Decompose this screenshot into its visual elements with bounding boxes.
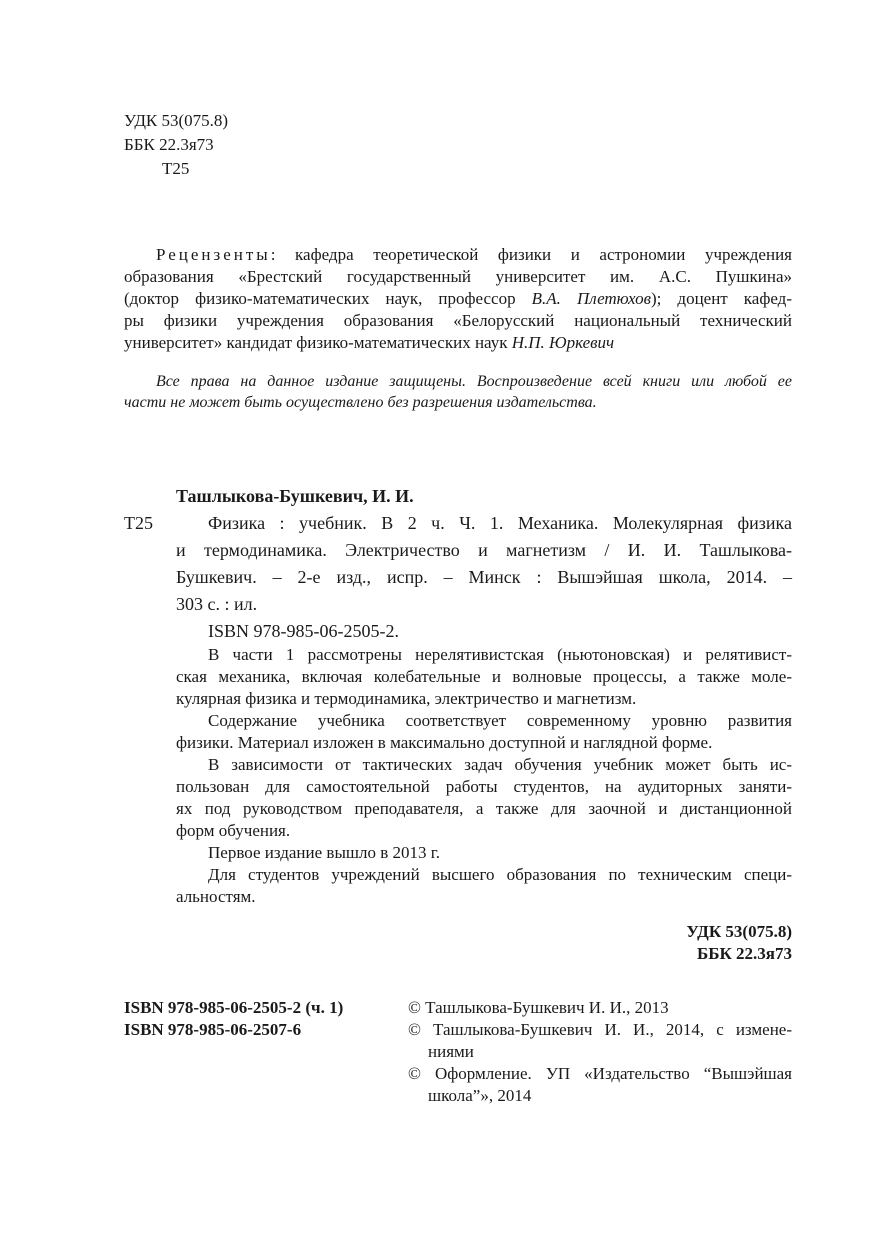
bbk-code: ББК 22.3я73 [696,944,792,963]
cutter-code: Т25 [162,159,190,178]
udk-code: УДК 53(075.8) [686,922,792,941]
reviewer-name: В.А. Плетюхов [531,289,651,308]
abstract: В части 1 рассмотрены нерелятивистская (ньютоновская) и релятивист- ская механика, включая колебательные и волновые процессы, а также моле- кулярная физика и термодинамика, электричество и магнетизм. Содержание учебника соответствует современному уровню развития физики. Материал изложен в максимально доступной и наглядной форме. В зависимости от тактических задач обучения учебник может быть ис- пользован для самостоятельной работы студентов, на аудиторных заняти- ях под руководством преподавателя, а также для заочной и дистанционной форм обучения. Первое издание вышло в 2013 г. Для студентов учреждений высшего образования по техническим специ- альностям. [176,645,792,906]
copyright-2: © Ташлыкова-Бушкевич И. И., 2014, с измене- [408,1020,792,1039]
udk-footer [686,921,792,965]
isbn-list [124,997,343,1041]
reviewer-name: Н.П. Юркевич [511,333,615,352]
udk-header [124,110,228,180]
bbk-code: ББК 22.3я73 [124,135,214,154]
reviewers-block: Рецензенты: кафедра теоретической физики и астрономии учреждения образования «Брестский государственный университет им. А.С. Пушкина» (доктор физико-математических наук, профессор В.А. Плетюхов); доцент кафед- ры физики учреждения образования «Белорусский национальный технический университет» кандидат физико-математических наук Н.П. Юркевич [124,245,792,352]
bib-cutter: Т25 [124,513,153,533]
udk-code: УДК 53(075.8) [124,111,229,130]
copyright-3: © Оформление. УП «Издательство “Вышэйшая [408,1064,792,1083]
copyright-list: © Ташлыкова-Бушкевич И. И., 2013 © Ташлыкова-Бушкевич И. И., 2014, с измене- ниями © Оформление. УП «Издательство “Вышэйшая школа”», 2014 [408,998,792,1105]
isbn-part1: ISBN 978-985-06-2505-2 (ч. 1) [124,998,344,1017]
reviewers-label: Рецензенты [156,245,271,264]
bib-description: Физика : учебник. В 2 ч. Ч. 1. Механика. Молекулярная физика и термодинамика. Электричество и магнетизм / И. И. Ташлыкова- Бушкевич. – 2-е изд., испр. – Минск : Вышэйшая школа, 2014. – 303 с. : ил. ISBN 978-985-06-2505-2. [176,510,792,645]
copyright-1: © Ташлыкова-Бушкевич И. И., 2013 [408,998,669,1017]
bib-author: Ташлыкова-Бушкевич, И. И. [176,486,414,506]
bib-isbn: ISBN 978-985-06-2505-2. [208,621,399,641]
isbn-set: ISBN 978-985-06-2507-6 [124,1020,302,1039]
rights-notice: Все права на данное издание защищены. Воспроизведение всей книги или любой ее части не может быть осуществлено без разрешения издательства. [124,373,792,411]
